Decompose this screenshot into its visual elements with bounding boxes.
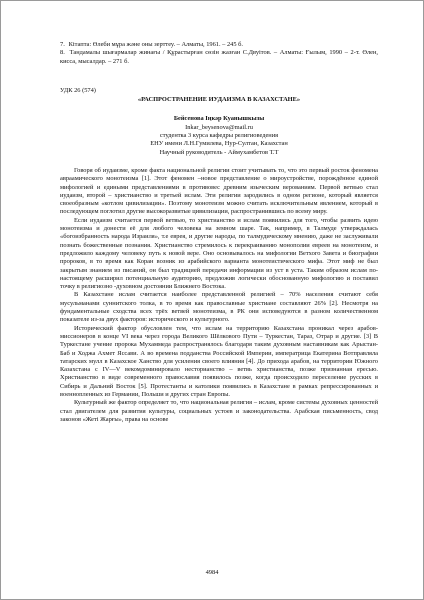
reference-number: 7. [60, 41, 65, 48]
scientific-advisor: Научный руководитель - Аймухамбетов Т.Т [159, 148, 279, 156]
reference-item [60, 49, 378, 66]
reference-text: Кітапта: Өлеби мұра және оны зерттеу. – Алматы, 1961. – 245 б. [68, 41, 243, 48]
body-paragraph: Говоря об иудаизме, кроме факта национальной религии стоит учитывать то, что это первый росток феномена авраамического монотеизма [1]. Этот феномен –новое представление о мироустройстве, порождённое единой мифологией и едиными представлениями в противовес древним языческим верованиям. Первой ветвью стал иудаизм, второй – христианство и третьей ислам. Эти религии зародились в одном регионе, который является своеобразным «котлом цивилизации». Поэтому монотеизм можно считать исключительным явлением, который в последующем поглотил другие высокоразвитые цивилизации, распространившись по всему миру. [60, 166, 378, 216]
article-title: «РАСПРОСТРАНЕНИЕ ИУДАИЗМА В КАЗАХСТАНЕ» [137, 96, 301, 104]
article-body [60, 167, 378, 424]
author-name: Бейсенова Іңкәр Куанышкызы [173, 115, 265, 123]
reference-list [60, 41, 378, 66]
body-paragraph: Если иудаизм считается первой ветвью, то христианство и ислам появились для того, чтобы развить идею монотеизма и донести её для любого человека на земном шаре. Так, например, в Талмуде утверждалась «богоизбранность народа Израиля», т.е еврея, и другие народы, по талмудическому мнению, даже не заслуживали познать божественные познания. Христианство стремилось к перекраиванию монополии евреев на монотеизм, и предложило каждому человеку путь к новой вере. Оно основывалось на мифологии Ветхого Завета и биографии пророков, в то время как Коран возник из арабийского варианта монотеистического мифа. Этот миф не был закрытым знанием из писаний, он был традицией передачи информации из уст в уста. Таким образом ислам по-настоящему расширил потенциальную аудиторию, предложив логически обоснованную мифологию и поставил точку в религиозно -духовном достоянии Ближнего Востока. [60, 216, 378, 291]
author-affiliation: студентка 3 курса кафедры религиоведения [159, 132, 279, 140]
reference-number: 8. [60, 49, 65, 57]
author-university: ЕНУ имени Л.Н.Гумилева, Нур-Султан, Казахстан [150, 140, 288, 148]
reference-item [60, 41, 378, 49]
author-block [60, 115, 378, 156]
body-paragraph: Исторический фактор обусловлен тем, что ислам на территорию Казахстана проникал через арабов-миссионеров в конце VI века через города Великого Шёлкового Пути – Туркестан, Тараз, Отрар и другие. [3] В Туркестане учение пророка Мухаммеда распространялось благодаря таким духовным наставникам как Арыстан-Баб и Ходжа Ахмет Яссави. А во времена подданства Российской Империи, императрица Екатерина Вотправляла татарских мулл в Казахское Ханство для усиления своего влияния [4]. До прихода арабов, на территории Южного Казахстана с IV—V векомдоминировало несторианство – ветвь христианства, позже признанная ересью. Христианство в виде современного православия появилось позже, когда происходило переселение русских в Сибирь и Дальний Восток [5]. Протестанты и католики появились в Казахстане в рамках репрессированных и военнопленных из Германии, Польши и других стран Европы. [60, 324, 378, 398]
author-email: Inkar_beysenova@mail.ru [185, 123, 253, 131]
reference-text: Тандамалы шығармалар жинағы / Құрастырған сөзін жазған С.Двуітов. – Алматы: Ғылым, 1990 – 2-т. Өлен, кисса, мысалдар. – 271 б. [60, 49, 378, 65]
page-number: 4984 [205, 569, 219, 576]
page-content [60, 41, 378, 424]
body-paragraph: В Казахстане ислам считается наиболее представленной религией – 70% населения считают себя мусульманами суннитского толка, в то время как православные христиане составляют 26% [2]. Несмотря на фундаментальные сходства всех трёх ветвей монотеизма, в РК они исповедуются в разном количественном показателе из-за двух факторов: исторического и культурного. [60, 291, 378, 324]
body-paragraph: Культурный же фактор определяет то, что национальная религия – ислам, кроме системы духовных ценностей стал двигателем для развития культуры, социальных устоев и законодательства. Арабская письменность, свод законов «Жеті Жарғы», права на основе [60, 399, 378, 423]
udk-code: УДК 26 (574) [60, 86, 96, 94]
